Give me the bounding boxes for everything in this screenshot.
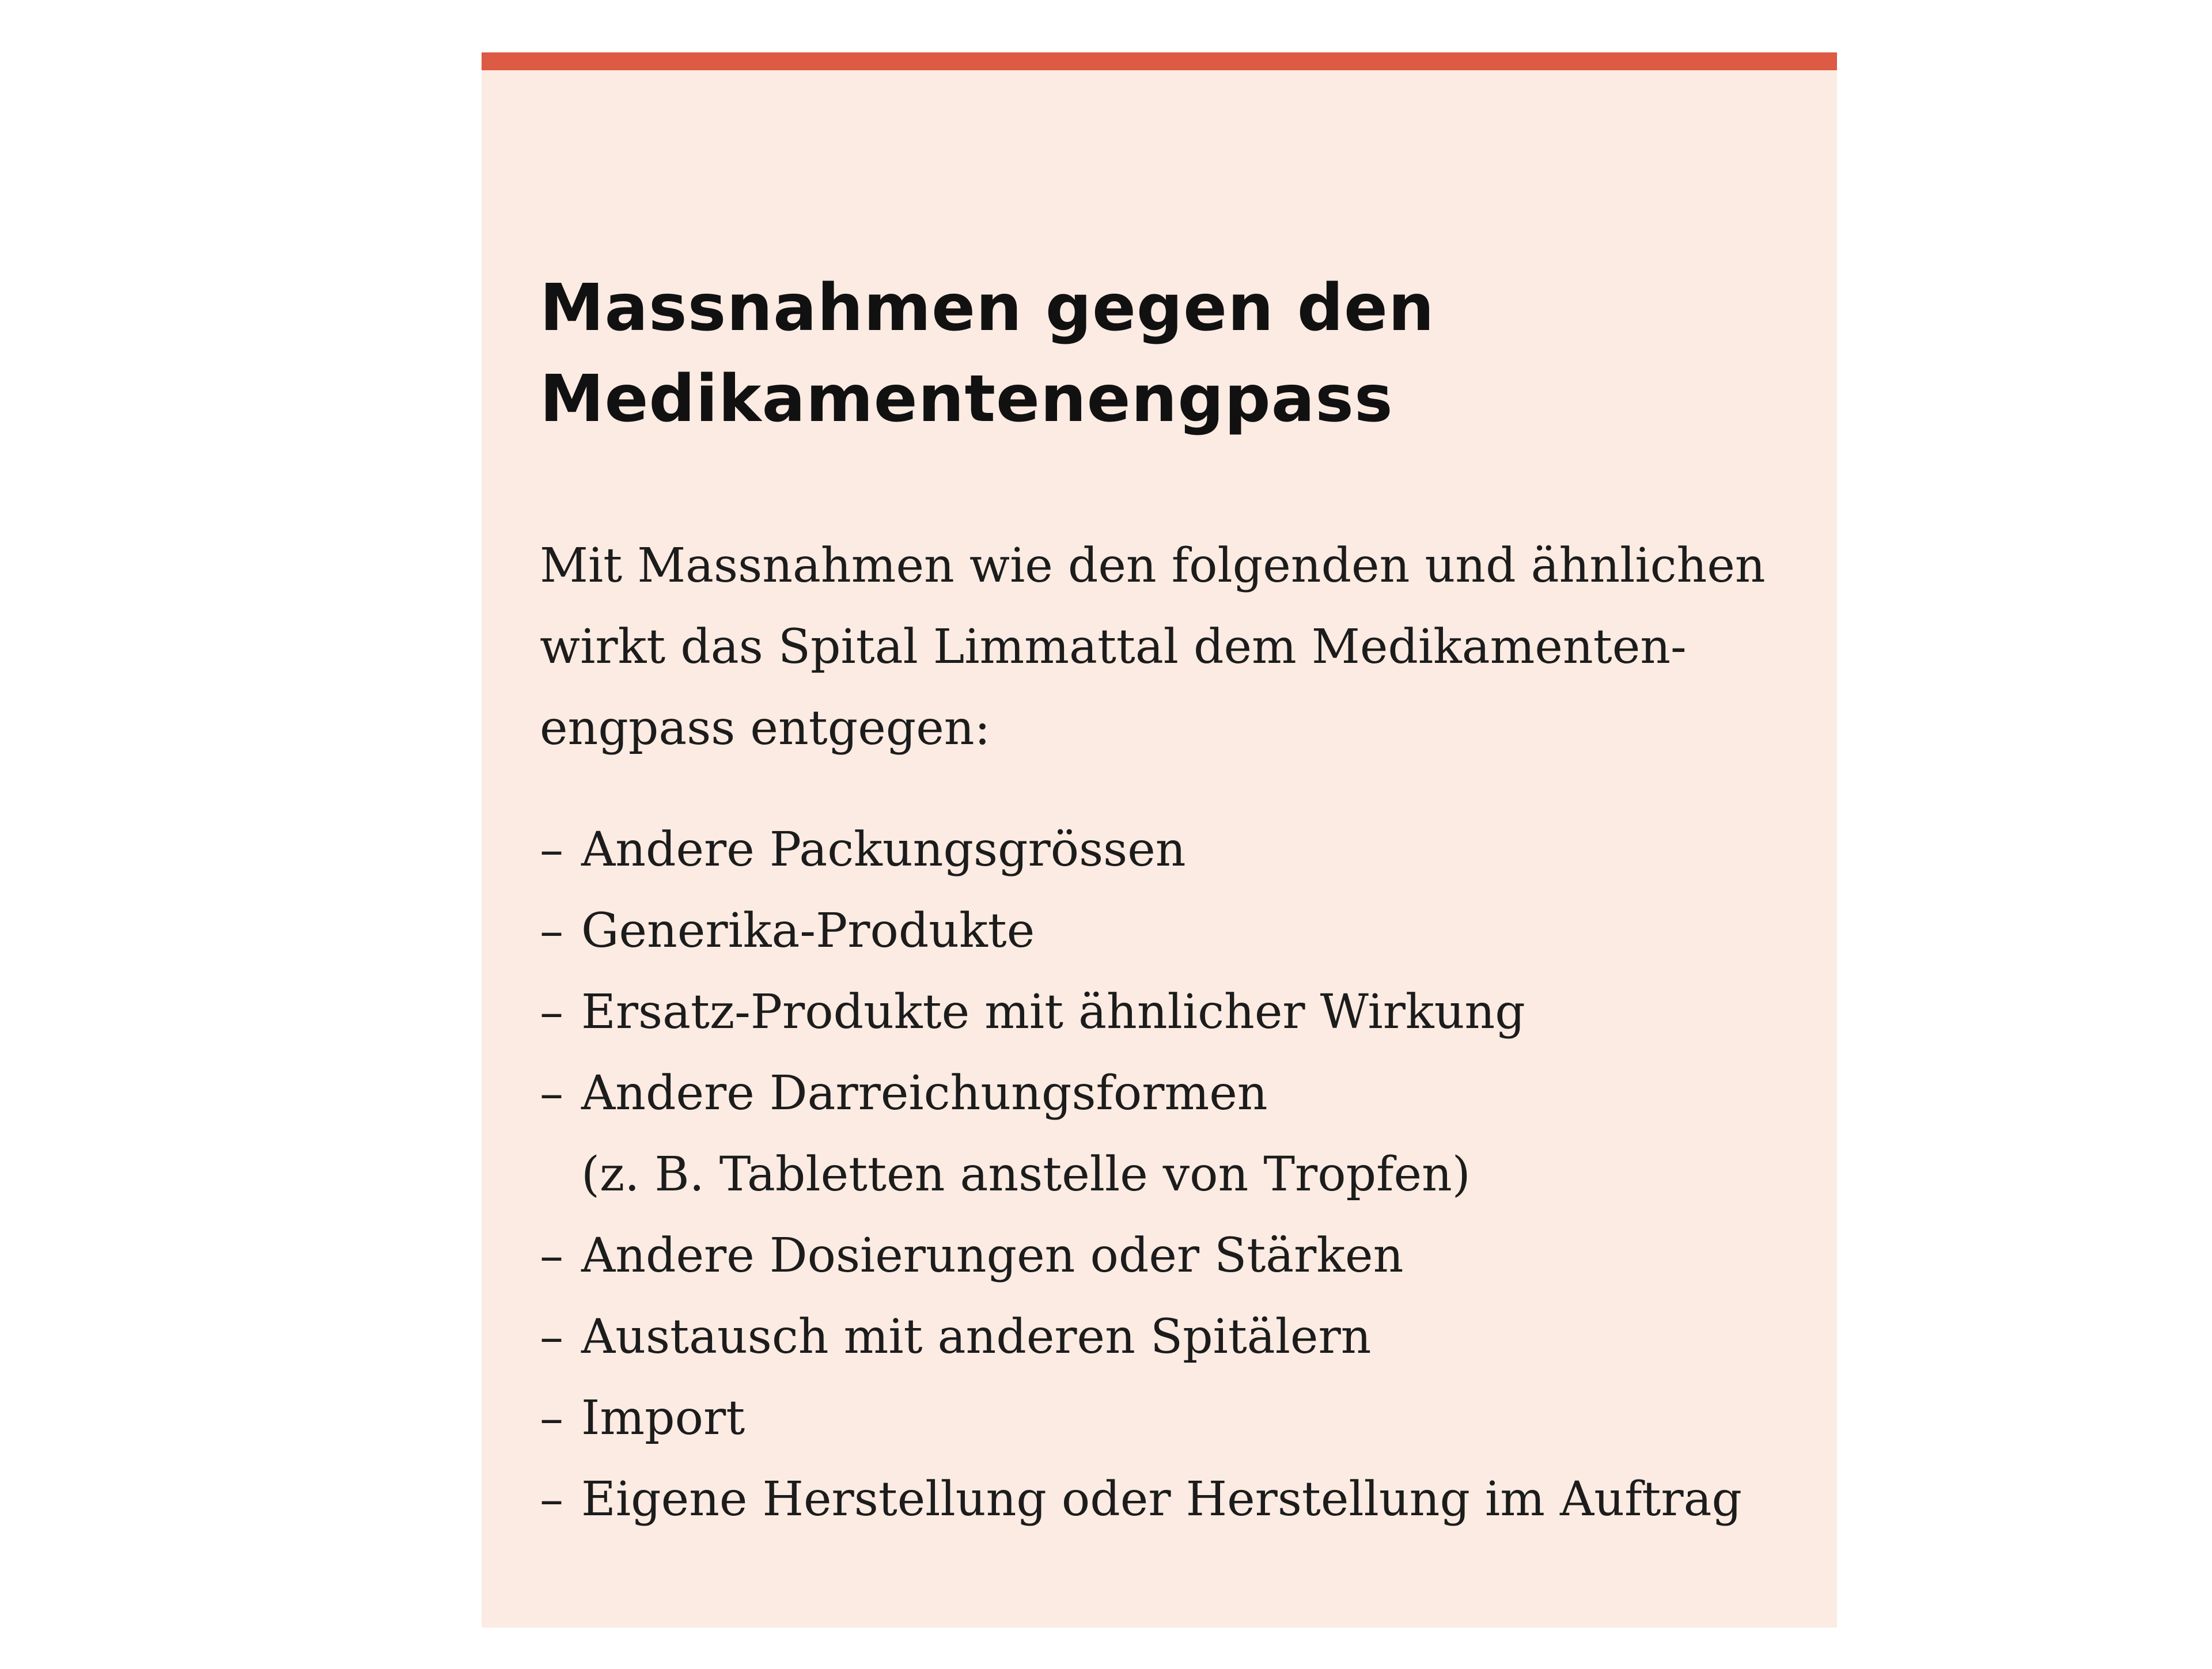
list-item [540, 890, 1797, 972]
list-item-text: Andere Packungsgrössen [581, 822, 1186, 877]
list-item [540, 1053, 1797, 1215]
list-item [540, 809, 1797, 890]
info-box [482, 52, 1837, 1628]
accent-bar [482, 52, 1837, 70]
measures-list [540, 809, 1797, 1540]
intro-line: wirkt das Spital Limmattal dem Medikamenten- [540, 620, 1687, 674]
list-item-text: Eigene Herstellung oder Herstellung im Auftrag [581, 1472, 1742, 1527]
dash-bullet: – [540, 822, 563, 877]
list-item-text: Generika-Produkte [581, 904, 1035, 958]
intro-paragraph [540, 525, 1797, 769]
dash-bullet: – [540, 1228, 563, 1283]
list-item [540, 1459, 1797, 1540]
box-title-line: Medikamentenengpass [540, 362, 1393, 437]
list-item-text: Import [581, 1391, 745, 1446]
box-title-line: Massnahmen gegen den [540, 271, 1435, 346]
list-item [540, 972, 1797, 1053]
dash-bullet: – [540, 1066, 563, 1121]
dash-bullet: – [540, 1310, 563, 1364]
box-title [540, 263, 1797, 445]
list-item-text: Andere Dosierungen oder Stärken [581, 1228, 1404, 1283]
list-item [540, 1296, 1797, 1378]
dash-bullet: – [540, 1391, 563, 1446]
list-item-text: Andere Darreichungsformen [581, 1066, 1268, 1121]
list-item-note: (z. B. Tabletten anstelle von Tropfen) [581, 1147, 1471, 1202]
dash-bullet: – [540, 904, 563, 958]
intro-line: Mit Massnahmen wie den folgenden und ähnlichen [540, 538, 1766, 593]
list-item [540, 1215, 1797, 1296]
list-item [540, 1378, 1797, 1459]
dash-bullet: – [540, 1472, 563, 1527]
list-item-text: Ersatz-Produkte mit ähnlicher Wirkung [581, 985, 1525, 1040]
dash-bullet: – [540, 985, 563, 1040]
list-item-text: Austausch mit anderen Spitälern [581, 1310, 1372, 1364]
intro-line: engpass entgegen: [540, 701, 991, 756]
box-content [540, 263, 1797, 1540]
